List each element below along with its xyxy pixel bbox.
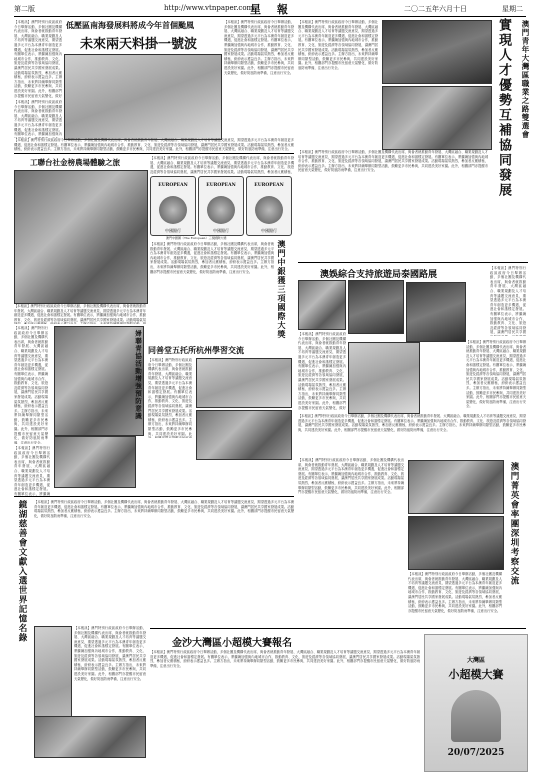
tourism-text-2: 【本報訊】澳門特別行政區政府今日舉辦活動，多個社團及機構代表出席，與會者就推動青年發展、大灣區融合、職業規劃及人才培育等議題交流意見，期望透過多元平台為本澳青年創造更多機遇，促進社會和諧穩定發展。有關單位表示，將繼續加強與內地城市合作，推動教育、文化、旅遊及經濟等各領域協同發展，讓澳門居民共享國家發展成果。活動現場氣氛熱烈，參加者反應積極，紛紛表示獲益良多。主辦方指出，未來將持續舉辦同類型活動，鼓勵更多市民參與，共同建設美好家園。此外，相關部門亦提醒市民留意天氣變化，做好防風防雨準備，注意出行安全。 (466, 340, 526, 409)
tourism-text-1: 【本報訊】澳門特別行政區政府今日舉辦活動，多個社團及機構代表出席，與會者就推動青年發展、大灣區融合、職業規劃及人才培育等議題交流意見，期望透過多元平台為本澳青年創造更多機遇，促進社會和諧穩定發展。有關單位表示，將繼續加強與內地城市合作，推動教育、文化、旅遊及經濟等各領域協同發展，讓澳門居民共享國家發展成果。活動現場氣氛熱烈，參加者反應積極，紛紛表示獲益良多。主辦方指出，未來將持續舉辦同類型活動，鼓勵更多市民參與，共同建設美好家園。此外，相關部門亦提醒市民留意天氣變化，做好 (298, 332, 346, 410)
youth-fair-headline: 實現人才優勢互補協同發展 (496, 18, 511, 198)
masthead: 星 報 (250, 3, 294, 16)
award-brand: EUROPEAN (158, 183, 188, 188)
youth-visit-photo-1 (408, 460, 504, 514)
award-brand: EUROPEAN (206, 183, 236, 188)
youth-fair-kicker: 澳門青年大灣區職業之路雙選會 (521, 20, 530, 139)
divider (298, 262, 528, 263)
tourism-text-3: 【本報訊】澳門特別行政區政府今日舉辦活動，多個社團及機構代表出席，與會者就推動青年發展、大灣區融合、職業規劃及人才培育等議題交流意見，期望透過多元平台為本澳青年創造更多機遇，促進社會和諧穩定發展。有關單位表示，將繼續加強與內地城市合作，推動教育、文化、旅遊及經濟等各領域協同發展，讓澳門居民共享國家發展成果。活動現場氣氛熱烈，參加者反應積極，紛紛表示獲益良多。主辦方指出，未來將持續舉辦同類型活動，鼓勵更多市民參與，共同建設美好家園。此外，相關部門亦提醒市民留意天氣變化，做好防風防雨準備，注意出行安全。 (298, 414, 526, 432)
union-farm-photo (14, 170, 148, 304)
tourism-photo-4 (348, 342, 420, 414)
award-bank: 中國銀行 (261, 228, 277, 233)
boc-award-headline: 澳門中銀獲三項國際大獎 (277, 240, 287, 339)
elderly-care-photo-2 (54, 436, 136, 488)
issue-weekday: 星期二 (502, 5, 523, 13)
youth-visit-photo-2 (408, 516, 504, 570)
issue-date: 二〇二五年六月十日 (404, 5, 467, 13)
award-bank: 中國銀行 (165, 228, 181, 233)
museum-photo-2 (196, 410, 292, 460)
union-farm-text: 【本報訊】澳門特別行政區政府今日舉辦活動，多個社團及機構代表出席，與會者就推動青年發展、大灣區融合、職業規劃及人才培育等議題交流意見，期望透過多元平台為本澳青年創造更多機遇，促進社會和諧穩定發展。有關單位表示，將繼續加強與內地城市合作，推動教育、文化、旅遊及經濟等各領域協同發展，讓澳門居民共享國家發展成果。活動現場氣氛 (14, 304, 146, 322)
poster-date: 20/07/2025 (447, 748, 505, 758)
youth-fair-photo-2 (382, 86, 492, 150)
youth-fair-text: 【本報訊】澳門特別行政區政府今日舉辦活動，多個社團及機構代表出席，與會者就推動青年發展、大灣區融合、職業規劃及人才培育等議題交流意見，期望透過多元平台為本澳青年創造更多機遇，促進社會和諧穩定發展。有關單位表示，將繼續加強與內地城市合作，推動教育、文化、旅遊及經濟等各領域協同發展，讓澳門居民共享國家發展成果。活動現場氣氛熱烈，參加者反應積極，紛紛表示獲益良多。主辦方指出，未來將持續舉辦同類型活動，鼓勵更多市民參與，共同建設美好家園。此外，相關部門亦提醒市民留意天氣變化，做好防風防雨準備，注意出行安全。 (298, 20, 378, 70)
boc-award-text: 【本報訊】澳門特別行政區政府今日舉辦活動，多個社團及機構代表出席，與會者就推動青年發展、大灣區融合、職業規劃及人才培育等議題交流意見，期望透過多元平台為本澳青年創造更多機遇，促進社會和諧穩定發展。有關單位表示，將繼續加強與內地城市合作，推動教育、文化、旅遊及經濟等各領域協同發展，讓澳門居民共享國家發展成果。活動現場氣氛熱烈，參加者反應積極，紛紛表示獲益良多。主辦方指出，未來將持續舉辦同類型活動，鼓勵更多市民參與，共同建設美好家園。此外，相關部門亦提醒市民留意天氣變化，做好防風防雨準備，注意出行安全。 (150, 242, 274, 274)
weather-headline: 未來兩天料掛一號波 (80, 37, 198, 52)
medal-icon (255, 196, 283, 224)
sands-text: 【本報訊】澳門特別行政區政府今日舉辦活動，多個社團及機構代表出席，與會者就推動青年發展、大灣區融合、職業規劃及人才培育等議題交流意見，期望透過多元平台為本澳青年創造更多機遇，促進社會和諧穩定發展。有關單位表示，將繼續加強與內地城市合作，推動教育、文化、旅遊及經濟等各領域協同發展，讓澳門居民共享國家發展成果。活動現場氣氛熱烈，參加者反應積極，紛紛表示獲益良多。主辦方指出，未來將持續舉辦同類型活動，鼓勵更多市民參與，共同建設美好家園。此外，相關部門亦提醒市民留意天氣變化，做好防風防雨準備，注意出行安全。 (150, 650, 420, 668)
museum-text: 【本報訊】澳門特別行政區政府今日舉辦活動，多個社團及機構代表出席，與會者就推動青年發展、大灣區融合、職業規劃及人才培育等議題交流意見，期望透過多元平台為本澳青年創造更多機遇，促進社會和諧穩定發展。有關單位表示，將繼續加強與內地城市合作，推動教育、文化、旅遊及經濟等各領域協同發展，讓澳門居民共享國家發展成果。活動現場氣氛熱烈，參加者反應積極，紛紛表示獲益良多。主辦方指出，未來將持續舉辦同類型活動，鼓勵更多市民參與，共同建設美好家園。此 (148, 358, 192, 436)
contest-poster (424, 634, 528, 772)
tourism-side-text: 【本報訊】澳門特別行政區政府今日舉辦活動，多個社團及機構代表出席，與會者就推動青年發展、大灣區融合、職業規劃及人才培育等議題交流意見，期望透過多元平台為本澳青年創造更多機遇，促進社會和諧穩定發展。有關單位表示，將繼續加強與內地城市合作，推動教育、文化、旅遊及經濟等各領域協同發展，讓澳門居民共享國 (490, 266, 526, 335)
award-plaque-3 (246, 176, 292, 236)
site-url[interactable]: http://www.vtnpaper.com (164, 4, 254, 12)
poster-subtitle: 小超模大賽 (448, 668, 504, 681)
tourism-photo-3 (406, 282, 466, 342)
page-header (14, 2, 526, 17)
tourism-headline: 澳娛綜合支持旅遊局泰國路展 (320, 270, 438, 280)
poster-title: 大灣區 (466, 657, 485, 664)
sands-headline: 金沙大灣區小超模大賽報名 (172, 638, 292, 649)
tourism-photo-2 (348, 280, 404, 334)
award-brand: EUROPEAN (254, 183, 284, 188)
youth-visit-text-2: 【本報訊】澳門特別行政區政府今日舉辦活動，多個社團及機構代表出席，與會者就推動青年發展、大灣區融合、職業規劃及人才培育等議題交流意見，期望透過多元平台為本澳青年創造更多機遇，促進社會和諧穩定發展。有關單位表示，將繼續加強與內地城市合作，推動教育、文化、旅遊及經濟等各領域協同發展，讓澳門居民共享國家發展成果。活動現場氣氛熱烈，參加者反應積極，紛紛表示獲益良多。主辦方指出，未來將持續舉辦同類型活動，鼓勵更多市民參與，共同建設美好家園。此外，相關部門亦提醒市民留意天氣變化，做好防風防雨準備，注意出行安全。 (408, 572, 502, 613)
union-farm-headline: 工聯台社金榜農場體驗之旅 (30, 158, 120, 167)
poster-model-photo (451, 690, 501, 742)
library-headline: 鏡湖慈善會文獻入選世界記憶名錄 (17, 500, 27, 643)
youth-visit-text: 【本報訊】澳門特別行政區政府今日舉辦活動，多個社團及機構代表出席，與會者就推動青年發展、大灣區融合、職業規劃及人才培育等議題交流意見，期望透過多元平台為本澳青年創造更多機遇，促進社會和諧穩定發展。有關單位表示，將繼續加強與內地城市合作，推動教育、文化、旅遊及經濟等各領域協同發展，讓澳門居民共享國家發展成果。活動現場氣氛熱烈，參加者反應積極，紛紛表示獲益良多。主辦方指出，未來將持續舉辦同類型活動，鼓勵更多市民參與，共同建設美好家園。此外，相關部門亦提醒市民留意天氣變化，做好防風防雨準備，注意出行安全。 (298, 458, 404, 495)
museum-photo-1 (196, 358, 292, 408)
award-plaque-1 (150, 176, 196, 236)
medal-icon (207, 196, 235, 224)
boc-text-top: 【本報訊】澳門特別行政區政府今日舉辦活動，多個社團及機構代表出席，與會者就推動青年發展、大灣區融合、職業規劃及人才培育等議題交流意見，期望透過多元平台為本澳青年創造更多機遇，促進社會和諧穩定發展。有關單位表示，將繼續加強與內地城市合作，推動教育、文化、旅遊及經濟等各領域協同發展，讓澳門居民共享國家發展成果。活動現場氣氛熱烈，參加者反應積極， (150, 156, 294, 174)
weather-text-col2: 【本報訊】澳門特別行政區政府今日舉辦活動，多個社團及機構代表出席，與會者就推動青年發展、大灣區融合、職業規劃及人才培育等議題交流意見，期望透過多元平台為本澳青年創造更多機遇，促進社會和諧穩定發展。有關單位表示，將繼續加強與內地城市合作，推動教育、文化、旅遊及經濟等各領域協同發展，讓澳門居民共享國家發展成果。活動現場氣氛熱烈，參加者反應積極，紛紛表示獲益良多。主辦方指出，未來將持續舉辦同類型活動，鼓勵更多市民參與，共同建設美好家園。此外，相關部門亦提醒市民留意天氣變化，做好防風防雨準備，注意出行安全。 (224, 20, 294, 75)
weather-photo (64, 54, 222, 140)
divider (150, 628, 526, 629)
elderly-care-text: 【本報訊】澳門特別行政區政府今日舉辦活動，多個社團及機構代表出席，與會者就推動青年發展、大灣區融合、職業規劃及人才培育等議題交流意見，期望透過多元平台為本澳青年創造更多機遇，促進社會和諧穩定發展。有關單位表示，將繼續 (14, 446, 50, 496)
weather-text-bottom: 【本報訊】澳門特別行政區政府今日舉辦活動，多個社團及機構代表出席，與會者就推動青年發展、大灣區融合、職業規劃及人才培育等議題交流意見，期望透過多元平台為本澳青年創造更多機遇，促進社會和諧穩定發展。有關單位表示，將繼續加強與內地城市合作，推動教育、文化、旅遊及經濟等各領域協同發展，讓澳門居民共享國家發展成果。活動現場氣氛熱烈，參加者反應積極，紛紛表示獲益良多。主辦方指出，未來將持續舉辦同類型活動，鼓勵更多市民參與，共同建設美好家園。此外，相關部門亦提醒市民留意天氣變化，做好防風防雨準備，注意出行安全。 (14, 138, 294, 152)
award-caption: 澳門中銀獲《The European》三項國際大獎 (166, 236, 227, 240)
youth-fair-text-2: 【本報訊】澳門特別行政區政府今日舉辦活動，多個社團及機構代表出席，與會者就推動青年發展、大灣區融合、職業規劃及人才培育等議題交流意見，期望透過多元平台為本澳青年創造更多機遇，促進社會和諧穩定發展。有關單位表示，將繼續加強與內地城市合作，推動教育、文化、旅遊及經濟等各領域協同發展，讓澳門居民共享國家發展成果。活動現場氣氛熱烈，參加者反應積極，紛紛表示獲益良多。主辦方指出，未來將持續舉辦同類型活動，鼓勵更多市民參與，共同建設美好家園。此外，相關部門亦提醒市民留意天氣變化，做好防風防雨準備，注意出行安全。 (298, 150, 488, 173)
museum-headline: 同善堂五托所杭州學習交流 (148, 345, 244, 355)
page-number: 第二版 (14, 5, 35, 13)
weather-text-col1: 【本報訊】澳門特別行政區政府今日舉辦活動，多個社團及機構代表出席，與會者就推動青年發展、大灣區融合、職業規劃及人才培育等議題交流意見，期望透過多元平台為本澳青年創造更多機遇，促進社會和諧穩定發展。有關單位表示，將繼續加強與內 (14, 100, 62, 137)
library-text-2: 【本報訊】澳門特別行政區政府今日舉辦活動，多個社團及機構代表出席，與會者就推動青年發展、大灣區融合、職業規劃及人才培育等議題交流意見，期望透過多元平台為本澳青年創造更多機遇，促進社會和諧穩定發展。有關單位表示，將繼續加強與內地城市合作，推動教育、文化、旅遊及經濟等各領域協同發展，讓澳門居民共享國家發展成果。活動現場氣氛熱烈，參加者反應積極，紛紛表示獲益良多。主辦方指出，未來將持續舉辦同類型活動，鼓勵更多市民參與，共同建設美好家園。此外，相關部門亦提醒市民留意天氣變化，做好防風防雨準備，注意出行安全。 (74, 626, 146, 681)
elderly-care-photo (54, 326, 144, 436)
medal-icon (159, 196, 187, 224)
award-bank: 中國銀行 (213, 228, 229, 233)
tourism-photo-1 (298, 280, 346, 330)
museum-lead-text: 【本報訊】澳門特別行政區政府今日舉辦活動，多個社團及機構代表出席，與會者就推動青年發展、大灣區融合、職業規劃及人才培育等議題交流意見，期望透過多元平台為本澳青年創造更多機遇，促進社會和諧穩定發展。有關單位表示，將繼續加強與內地城市合作，推動教育、文化、旅遊及經濟等各領域協同發展，讓澳門居民共享國家發展成果。活動現場氣氛熱烈，參加者反應積極，紛紛表示獲益良多。主辦方指出，未來將持續舉辦同類型活動，鼓勵更多市民參與，共同建設美好家園。此外，相關部門亦提醒市民留意天氣變化，做好防風防雨準備，注意出行安全。 (14, 326, 48, 444)
award-plaque-2 (198, 176, 244, 236)
library-text: 【本報訊】澳門特別行政區政府今日舉辦活動，多個社團及機構代表出席，與會者就推動青年發展、大灣區融合、職業規劃及人才培育等議題交流意見，期望透過多元平台為本澳青年創造更多機遇，促進社會和諧穩定發展。有關單位表示，將繼續加強與內地城市合作，推動教育、文化、旅遊及經濟等各領域協同發展，讓澳門居民共享國家發展成果。活動現場氣氛熱烈，參加者反應積極，紛紛表示獲益良多。主辦方指出，未來將持續舉辦同類型活動，鼓勵更多市民參與，共同建設美好家園。此外，相關部門亦提醒市民留意天氣變化，做好防風防雨準備，注意出行安全。 (34, 500, 294, 518)
elderly-care-headline: 婦聯青協活動增強預防意識 (134, 330, 142, 420)
weather-lead-text: 【本報訊】澳門特別行政區政府今日舉辦活動，多個社團及機構代表出席，與會者就推動青年發展、大灣區融合、職業規劃及人才培育等議題交流意見，期望透過多元平台為本澳青年創造更多機遇，促進社會和諧穩定發展。有關單位表示，將繼續加強與內地城市合作，推動教育、文化、旅遊及經濟等各領域協同發展，讓澳門居民共享國家發展成果。活動現場氣氛熱烈，參加者反應積極，紛紛表示獲益良多。主辦方指出，未來將持續舉辦同類型活動，鼓勵更多市民參與，共同建設美好家園。此外，相關部門亦提醒市民留意天氣變化，做好 (14, 20, 62, 98)
divider (14, 153, 294, 154)
youth-fair-photo-1 (382, 20, 492, 84)
divider (14, 496, 294, 497)
library-photo-2 (34, 716, 146, 758)
weather-kicker: 低壓區南海發展料將成今年首個颱風 (66, 20, 194, 30)
youth-visit-headline: 澳門菁英會率團深圳考察交流 (509, 462, 519, 586)
